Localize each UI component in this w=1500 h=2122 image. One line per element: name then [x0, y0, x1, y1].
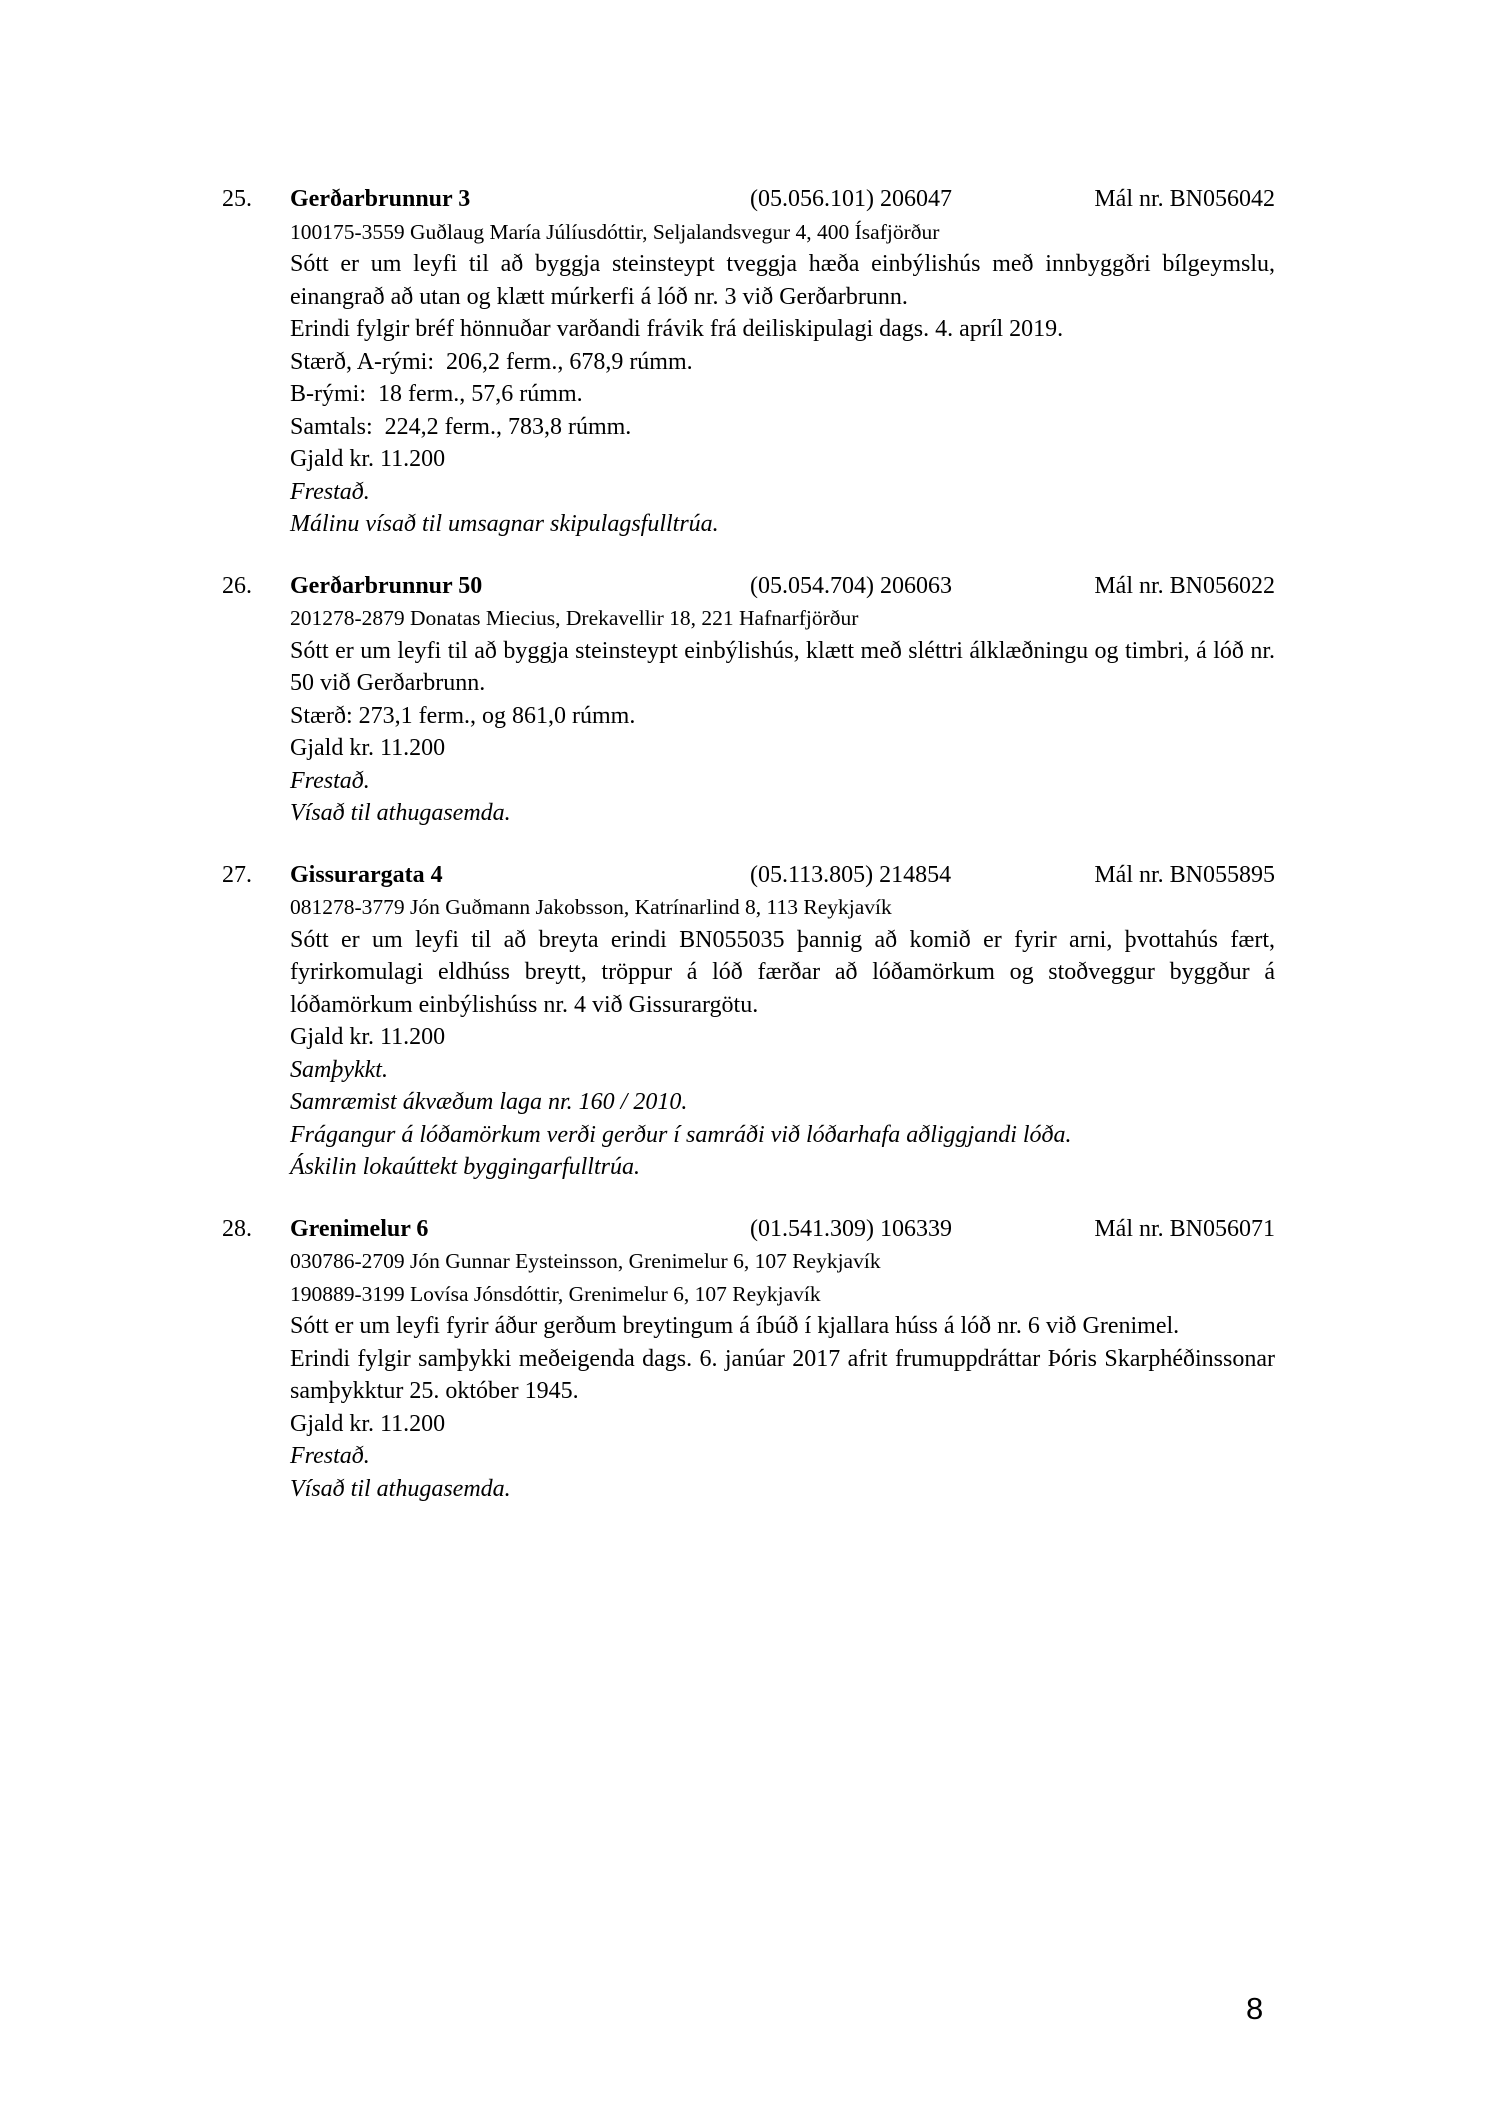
decision-line: Frestað.: [290, 1443, 370, 1469]
paragraph: Sótt er um leyfi til að byggja steinsteypt einbýlishús, klætt með sléttri álklæðningu og timbri, á lóð nr. 50 við Gerðarbrunn.: [290, 637, 1281, 696]
paragraph: Erindi fylgir bréf hönnuðar varðandi frávik frá deiliskipulagi dags. 4. apríl 2019.: [290, 316, 1064, 342]
item-paragraphs: [290, 1310, 1281, 1440]
item-reference: (05.113.805) 214854: [750, 861, 952, 888]
owner-line: 081278-3779 Jón Guðmann Jakobsson, Katrínarlind 8, 113 Reykjavík: [290, 895, 892, 919]
decision-line: Frestað.: [290, 478, 370, 505]
paragraph: Sótt er um leyfi til að byggja steinsteypt tveggja hæða einbýlishús með innbyggðri bílgeymslu, einangrað að utan og klætt múrkerfi á lóð nr. 3 við Gerðarbrunn.: [290, 251, 1281, 310]
item-owners: [290, 891, 1275, 924]
agenda-item: [222, 570, 1281, 830]
decision-line: Samræmist ákvæðum laga nr. 160 / 2010.: [290, 1089, 688, 1115]
paragraph: Gjald kr. 11.200: [290, 735, 446, 761]
item-owners: [290, 216, 1275, 249]
agenda-item: [222, 1213, 1281, 1506]
decision-line: Frestað.: [290, 767, 370, 794]
decision-line: Vísað til athugasemda.: [290, 1475, 511, 1502]
item-title: Gerðarbrunnur 3: [290, 186, 471, 212]
paragraph: Sótt er um leyfi til að breyta erindi BN055035 þannig að komið er fyrir arni, þvottahús fært, fyrirkomulagi eldhúss breytt, tröppur á lóð færðar að lóðamörkum og stoðveggur byggður á lóðamörkum einbýlishúss nr. 4 við Gissurargötu.: [290, 926, 1281, 1018]
decision-line: Áskilin lokaúttekt byggingarfulltrúa.: [290, 1154, 640, 1180]
item-paragraphs: [290, 248, 1281, 476]
item-paragraphs: [290, 635, 1281, 765]
item-reference: (05.056.101) 206047: [750, 186, 952, 212]
decision-line: Vísað til athugasemda.: [290, 800, 511, 826]
decision-line: Samþykkt.: [290, 1056, 388, 1083]
item-reference: (05.054.704) 206063: [750, 572, 952, 599]
agenda-item: [222, 183, 1281, 541]
paragraph: Erindi fylgir samþykki meðeigenda dags. 6. janúar 2017 afrit frumuppdráttar Þóris Skarphéðinssonar samþykktur 25. október 1945.: [290, 1345, 1281, 1404]
item-body: [290, 570, 1281, 830]
item-body: [290, 1213, 1281, 1506]
paragraph: Gjald kr. 11.200: [290, 1410, 446, 1437]
item-title: Gissurargata 4: [290, 861, 443, 888]
item-reference: (01.541.309) 106339: [750, 1215, 952, 1242]
item-case-number: Mál nr. BN056071: [1094, 1215, 1275, 1242]
owner-line: 100175-3559 Guðlaug María Júlíusdóttir, Seljalandsvegur 4, 400 Ísafjörður: [290, 219, 940, 244]
item-decisions: [290, 765, 1275, 830]
decision-line: Málinu vísað til umsagnar skipulagsfulltrúa.: [290, 511, 719, 537]
item-header: [290, 859, 1275, 892]
paragraph: Samtals: 224,2 ferm., 783,8 rúmm.: [290, 413, 632, 440]
paragraph: Gjald kr. 11.200: [290, 446, 446, 472]
owner-line: 190889-3199 Lovísa Jónsdóttir, Grenimelur 6, 107 Reykjavík: [290, 1281, 821, 1306]
item-owners: [290, 1245, 1275, 1310]
item-decisions: [290, 1440, 1275, 1505]
paragraph: B-rými: 18 ferm., 57,6 rúmm.: [290, 381, 583, 407]
owner-line: 201278-2879 Donatas Miecius, Drekavellir 18, 221 Hafnarfjörður: [290, 606, 859, 630]
item-case-number: Mál nr. BN055895: [1094, 861, 1275, 888]
item-header: [290, 570, 1275, 603]
item-case-number: Mál nr. BN056022: [1094, 572, 1275, 599]
owner-line: 030786-2709 Jón Gunnar Eysteinsson, Grenimelur 6, 107 Reykjavík: [290, 1249, 881, 1273]
item-number: 27.: [222, 861, 252, 888]
page-number: 8: [1246, 1991, 1264, 2026]
paragraph: Sótt er um leyfi fyrir áður gerðum breytingum á íbúð í kjallara húss á lóð nr. 6 við Grenimel.: [290, 1313, 1180, 1339]
item-body: [290, 183, 1281, 541]
item-case-number: Mál nr. BN056042: [1094, 186, 1275, 212]
item-decisions: [290, 476, 1275, 541]
item-header: [290, 183, 1275, 216]
agenda-items: [222, 183, 1281, 1534]
item-number: 25.: [222, 186, 252, 212]
paragraph: Gjald kr. 11.200: [290, 1024, 446, 1050]
paragraph: Stærð, A-rými: 206,2 ferm., 678,9 rúmm.: [290, 348, 693, 375]
item-header: [290, 1213, 1275, 1246]
item-body: [290, 859, 1281, 1184]
item-decisions: [290, 1054, 1275, 1184]
item-title: Gerðarbrunnur 50: [290, 572, 483, 599]
agenda-item: [222, 859, 1281, 1184]
item-paragraphs: [290, 924, 1281, 1054]
item-owners: [290, 602, 1275, 635]
item-title: Grenimelur 6: [290, 1215, 429, 1242]
item-number: 28.: [222, 1215, 252, 1242]
item-number: 26.: [222, 572, 252, 599]
paragraph: Stærð: 273,1 ferm., og 861,0 rúmm.: [290, 702, 636, 729]
decision-line: Frágangur á lóðamörkum verði gerður í samráði við lóðarhafa aðliggjandi lóða.: [290, 1121, 1072, 1148]
